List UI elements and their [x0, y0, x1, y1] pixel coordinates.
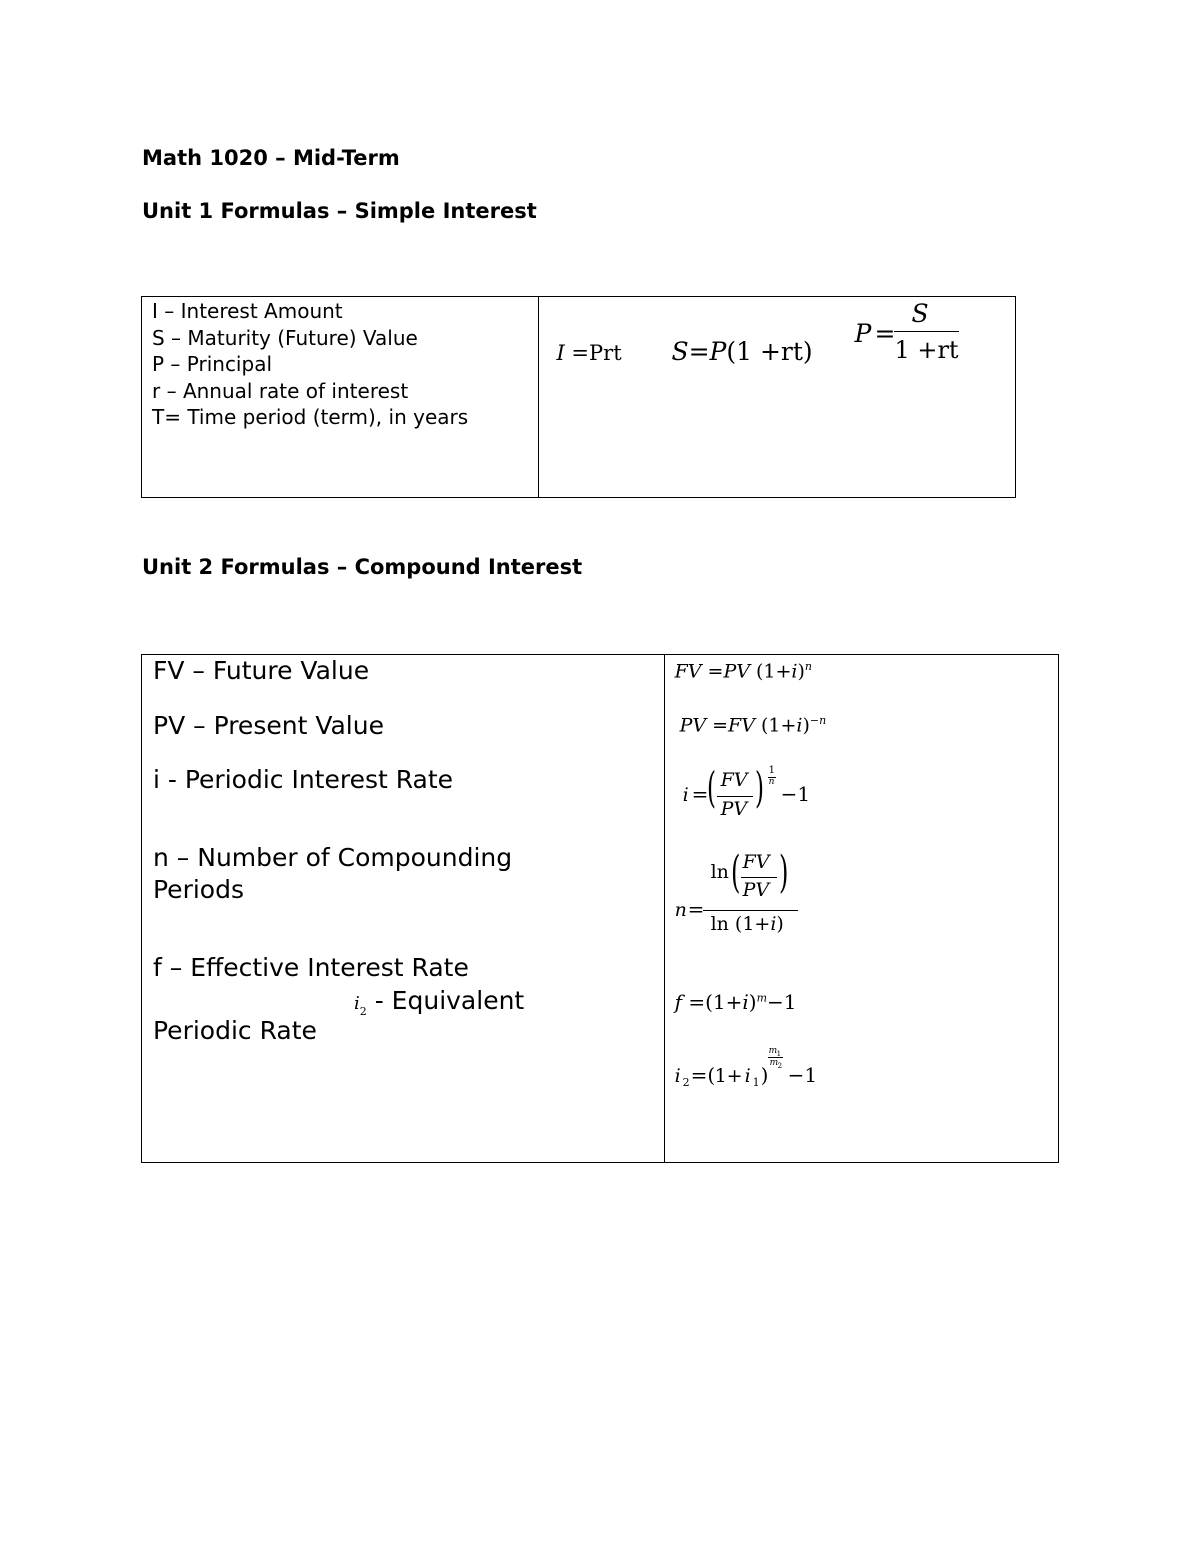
present-value-formula: PV =FV $(1+i)^{-n}$: [679, 714, 827, 737]
unit2-heading: Unit 2 Formulas – Compound Interest: [142, 555, 583, 579]
simple-interest-formula: I =Prt: [556, 341, 622, 365]
unit1-definitions-cell: [142, 297, 539, 498]
definition-equivalent-rate: $i_2$ - Equivalent: [354, 986, 525, 1018]
unit1-formulas-cell: I =Prt S=P(1 +rt) P = S 1 +rt: [539, 297, 1016, 498]
unit1-formula-table: [141, 296, 1016, 498]
definition-future-value: FV – Future Value: [153, 656, 370, 685]
unit2-formula-table: [141, 654, 1059, 1163]
definition-interest-amount: I – Interest Amount: [152, 299, 343, 323]
unit1-heading: Unit 1 Formulas – Simple Interest: [142, 199, 537, 223]
definition-principal: P – Principal: [152, 352, 272, 376]
definition-maturity-value: S – Maturity (Future) Value: [152, 325, 418, 350]
future-value-formula: FV =PV $(1+i)^n$: [674, 660, 813, 683]
definition-effective-rate: f – Effective Interest Rate: [153, 953, 469, 982]
effective-rate-formula: $f =(1+i)^m-1$: [674, 990, 797, 1014]
maturity-value-formula: S=P(1 +rt): [671, 337, 813, 366]
definition-present-value: PV – Present Value: [153, 711, 384, 740]
periodic-rate-formula: i = ( FV PV ) 1 n −1: [682, 763, 811, 820]
unit2-formulas-cell: [664, 655, 1058, 1163]
compounding-periods-formula: ln ( FV PV ) n = ln (1+i): [675, 851, 845, 943]
document-title: Math 1020 – Mid-Term: [142, 146, 400, 170]
definition-compounding-periods: n – Number of Compounding: [153, 843, 513, 872]
definition-time-period: T= Time period (term), in years: [152, 405, 469, 429]
equivalent-rate-formula: i 2 =( 1+ i 1 ) m 1 m 2 −1: [674, 1046, 818, 1089]
definition-equivalent-rate-cont: Periodic Rate: [153, 1016, 317, 1045]
definition-annual-rate: r – Annual rate of interest: [152, 378, 409, 403]
definition-periodic-rate: i - Periodic Interest Rate: [153, 765, 454, 794]
definition-compounding-periods-cont: Periods: [153, 875, 244, 904]
unit2-definitions-cell: [142, 655, 665, 1163]
